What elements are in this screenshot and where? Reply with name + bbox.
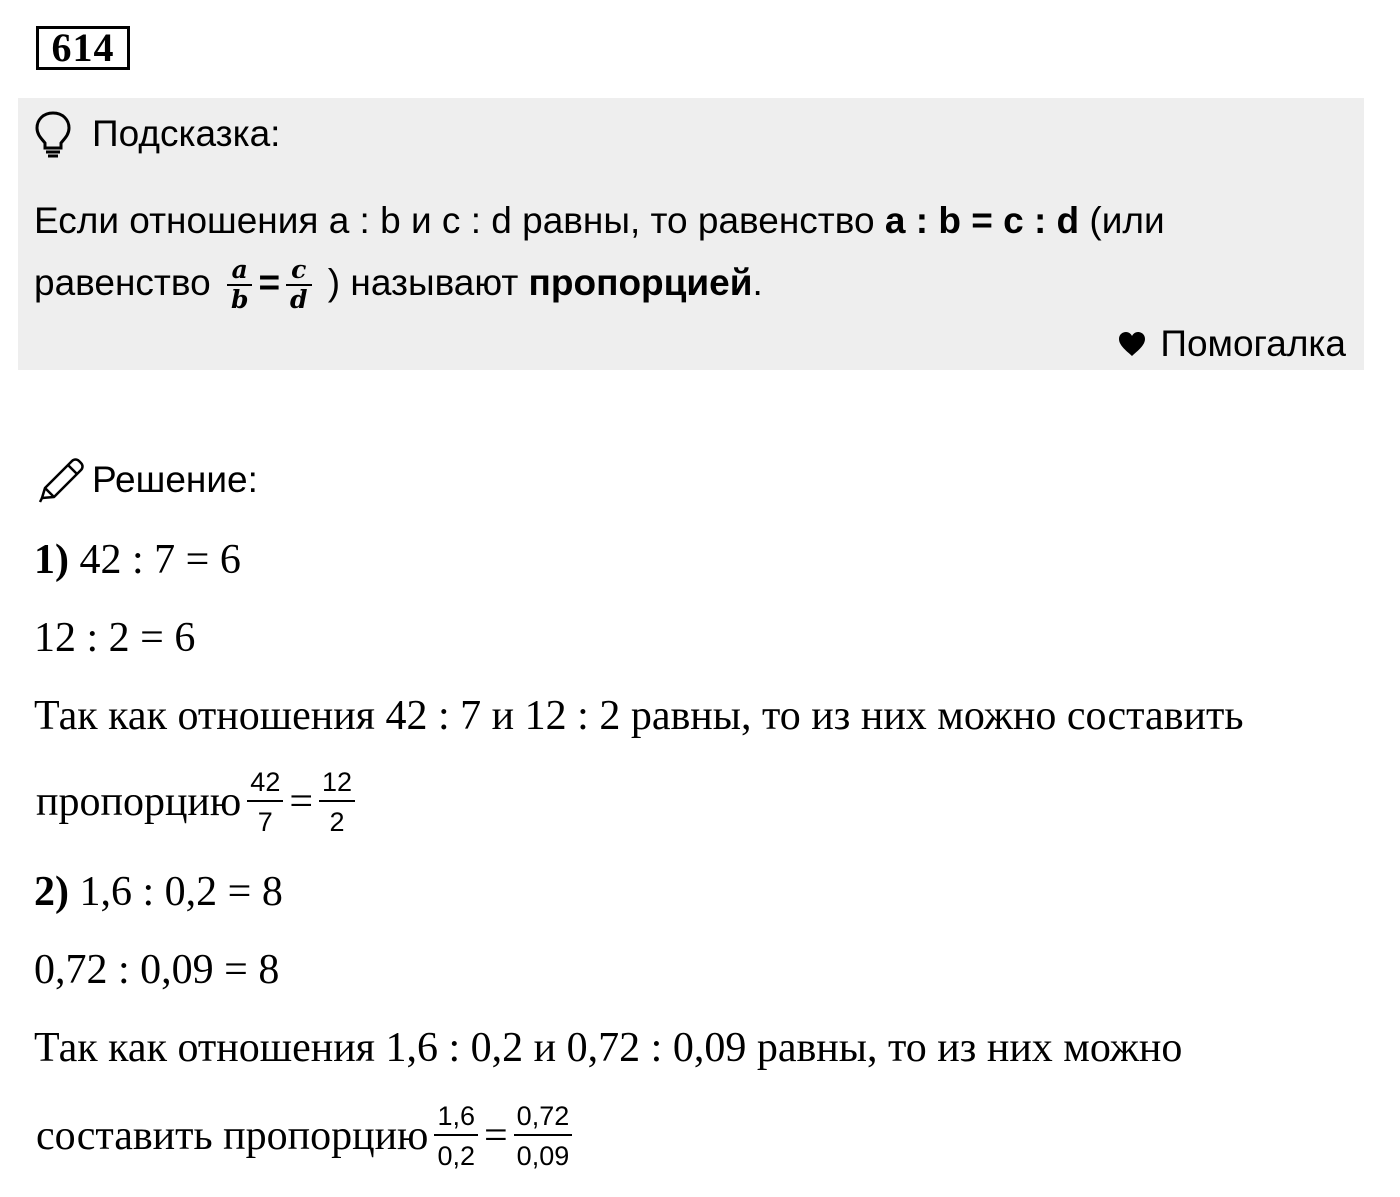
proportion-term: пропорцией	[528, 262, 753, 303]
part1-calc2: 12 : 2 = 6	[34, 615, 196, 661]
part2-text: Так как отношения 1,6 : 0,2 и 0,72 : 0,09 равны, то из них можно	[34, 1025, 1183, 1071]
solution-heading	[36, 454, 258, 506]
hint-heading	[34, 106, 280, 162]
fraction-42-7: $\frac{42}{7}$	[247, 766, 283, 838]
part2-proportion: составить пропорцию $\frac{1,6}{0,2}$ = $\frac{0,72}{0,09}$	[34, 1100, 576, 1172]
hint-line-1: Если отношения a : b и c : d равны, то равенство a : b = c : d (или	[34, 200, 1165, 241]
fraction-0-72-0-09: $\frac{0,72}{0,09}$	[514, 1100, 573, 1172]
task-number: 614	[36, 26, 130, 70]
fraction-1-6-0-2: $\frac{1,6}{0,2}$	[434, 1100, 478, 1172]
hint-title: Подсказка:	[92, 113, 281, 154]
solution-title: Решение:	[92, 459, 258, 500]
part2-calc2: 0,72 : 0,09 = 8	[34, 947, 280, 993]
pencil-icon	[36, 456, 86, 504]
heart-icon	[1118, 331, 1146, 357]
part2-calc1: 2) 1,6 : 0,2 = 8	[34, 869, 283, 915]
fraction-c-d: $\frac{c}{d}$	[286, 256, 311, 314]
fraction-12-2: $\frac{12}{2}$	[319, 766, 355, 838]
part1-calc1: 1) 42 : 7 = 6	[34, 537, 241, 583]
fraction-a-b: $\frac{a}{b}$	[227, 256, 252, 314]
credit-label: Помогалка	[1160, 323, 1346, 364]
proportion-formula: a : b = c : d	[884, 200, 1080, 241]
lightbulb-icon	[34, 110, 72, 158]
hint-line-2: равенство $\frac{a}{b}$ = $\frac{c}{d}$ ) называют пропорцией.	[34, 255, 763, 315]
hint-text	[34, 190, 1344, 314]
credit	[1118, 320, 1346, 368]
part1-text: Так как отношения 42 : 7 и 12 : 2 равны, то из них можно составить	[34, 693, 1244, 739]
part1-proportion: пропорцию $\frac{42}{7}$ = $\frac{12}{2}$	[34, 766, 359, 838]
